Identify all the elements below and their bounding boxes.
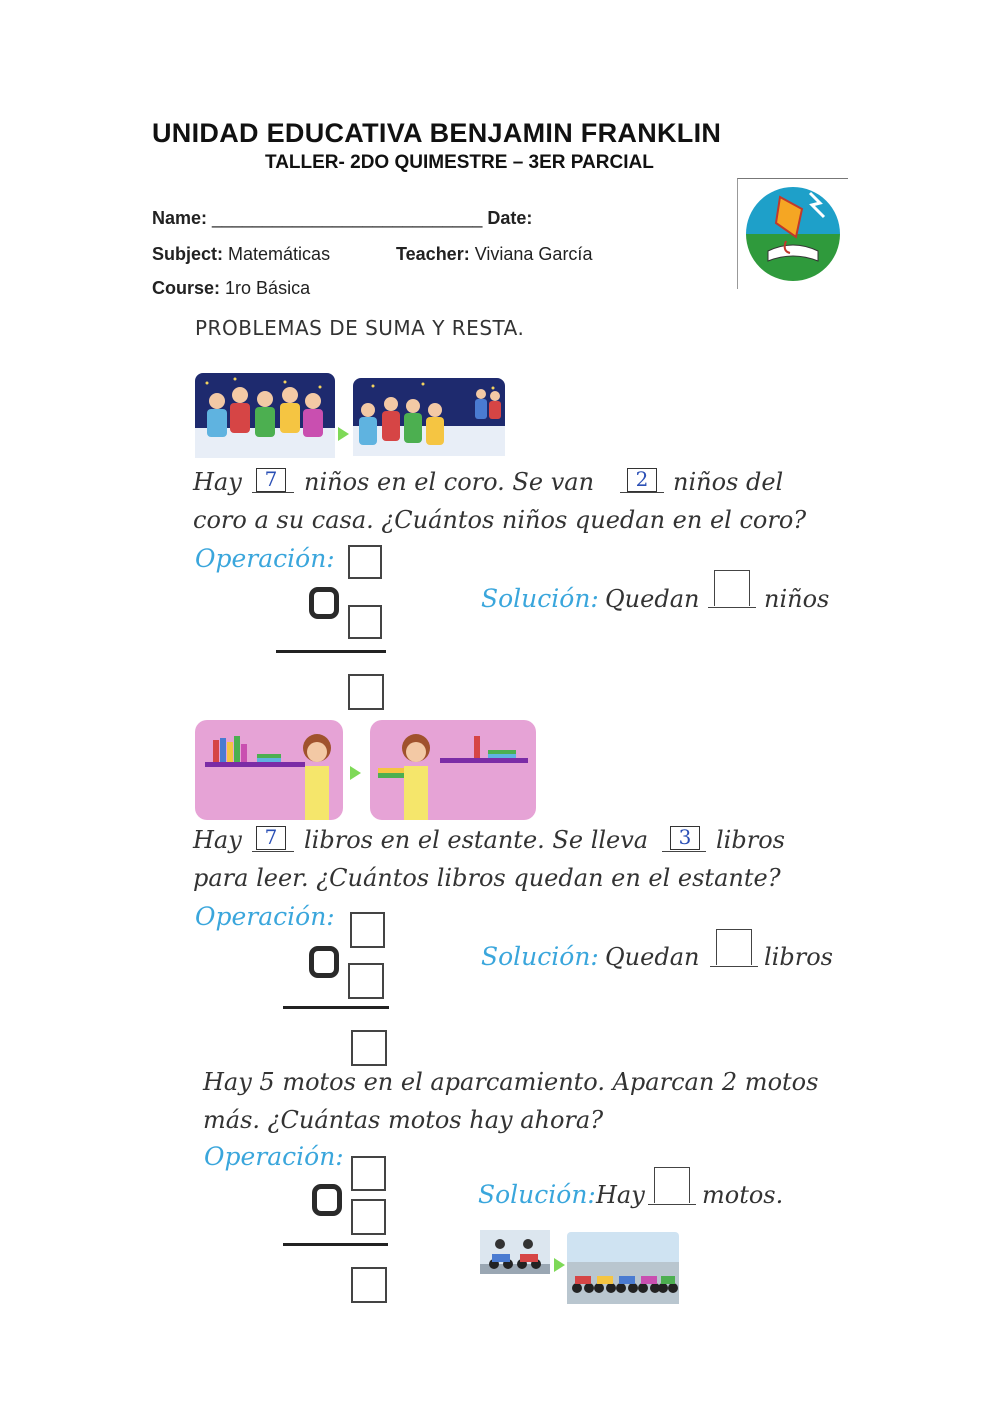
- p2-text-2: libros: [716, 826, 785, 854]
- p3-solution-text: Hay: [596, 1181, 645, 1209]
- p1-operand-2-box[interactable]: [348, 605, 382, 639]
- p3-statement: Hay 5 motos en el aparcamiento. Aparcan 2 motos: [203, 1068, 819, 1096]
- p1-sum-line: [276, 650, 386, 653]
- p3-solution-unit: motos.: [702, 1181, 784, 1209]
- p1-blank-1: [252, 492, 294, 493]
- shelf-after-image: [370, 720, 536, 820]
- p2-operand-2-box[interactable]: [348, 963, 384, 999]
- p1-operator-circle[interactable]: [309, 587, 339, 619]
- p3-answer-line: [648, 1204, 696, 1205]
- p2-blank-1: [252, 851, 294, 852]
- p2-solution-unit: libros: [764, 943, 833, 971]
- p1-question: coro a su casa. ¿Cuántos niños quedan en el coro?: [193, 506, 807, 534]
- p2-solution-text: Quedan: [605, 943, 700, 971]
- subject-label: Subject:: [152, 244, 224, 264]
- p2-answer-box[interactable]: [716, 929, 752, 965]
- motorbikes-after-image: [567, 1232, 679, 1304]
- p1-solution-label: Solución:: [481, 584, 599, 613]
- name-blank[interactable]: ___________________________: [212, 208, 483, 228]
- p2-result-box[interactable]: [351, 1030, 387, 1066]
- motorbikes-before-image: [480, 1230, 550, 1274]
- p3-operand-1-box[interactable]: [351, 1156, 386, 1191]
- course-value: 1ro Básica: [225, 278, 311, 298]
- p1-answer-box[interactable]: [714, 570, 750, 606]
- p2-answer-line: [710, 966, 758, 967]
- subject-row: [152, 244, 330, 265]
- p2-question: para leer. ¿Cuántos libros quedan en el estante?: [193, 864, 781, 892]
- p2-blank-2: [662, 851, 706, 852]
- name-row: [152, 208, 532, 229]
- p2-operation-label: Operación:: [195, 902, 335, 931]
- p1-given-2: 2: [627, 468, 657, 492]
- workshop-subtitle: TALLER- 2DO QUIMESTRE – 3ER PARCIAL: [265, 152, 654, 173]
- course-row: [152, 278, 310, 299]
- p1-answer-line: [708, 607, 756, 608]
- p1-text-1: niños en el coro. Se van: [304, 468, 595, 496]
- p1-result-box[interactable]: [348, 674, 384, 710]
- p1-blank-2: [620, 492, 664, 493]
- p3-operation-label: Operación:: [204, 1142, 344, 1171]
- arrow-icon: [350, 766, 361, 780]
- p1-operation-label: Operación:: [195, 544, 335, 573]
- kite-book-logo-icon: [738, 179, 848, 289]
- teacher-row: [396, 244, 592, 265]
- p1-given-1: 7: [256, 468, 286, 492]
- choir-after-image: [353, 378, 505, 468]
- course-label: Course:: [152, 278, 221, 298]
- p3-operand-2-box[interactable]: [351, 1199, 386, 1235]
- p3-operator-circle[interactable]: [312, 1184, 342, 1216]
- school-logo: [737, 178, 848, 289]
- p2-operand-1-box[interactable]: [350, 912, 385, 948]
- arrow-icon: [554, 1258, 565, 1272]
- p1-solution-text: Quedan: [605, 585, 700, 613]
- p3-answer-box[interactable]: [654, 1167, 690, 1203]
- sheet-title: PROBLEMAS DE SUMA Y RESTA.: [195, 316, 525, 340]
- p1-hay: Hay: [193, 468, 242, 496]
- p2-sum-line: [283, 1006, 389, 1009]
- date-label: Date:: [487, 208, 533, 228]
- subject-value: Matemáticas: [228, 244, 331, 264]
- p2-operator-circle[interactable]: [309, 946, 339, 978]
- p3-sum-line: [283, 1243, 388, 1246]
- p2-given-1: 7: [256, 826, 286, 850]
- p2-text-1: libros en el estante. Se lleva: [304, 826, 649, 854]
- shelf-before-image: [195, 720, 343, 820]
- choir-before-image: [195, 373, 335, 463]
- p2-given-2: 3: [670, 826, 700, 850]
- p1-solution-unit: niños: [764, 585, 830, 613]
- teacher-value: Viviana García: [474, 244, 593, 264]
- p1-operand-1-box[interactable]: [348, 545, 382, 579]
- p3-question: más. ¿Cuántas motos hay ahora?: [203, 1106, 604, 1134]
- p2-hay: Hay: [193, 826, 242, 854]
- arrow-icon: [338, 427, 349, 441]
- p3-result-box[interactable]: [351, 1267, 387, 1303]
- teacher-label: Teacher:: [396, 244, 470, 264]
- school-title: UNIDAD EDUCATIVA BENJAMIN FRANKLIN: [152, 118, 722, 148]
- p3-solution-label: Solución:: [478, 1180, 596, 1209]
- name-label: Name:: [152, 208, 208, 228]
- p2-solution-label: Solución:: [481, 942, 599, 971]
- p1-text-2: niños del: [673, 468, 784, 496]
